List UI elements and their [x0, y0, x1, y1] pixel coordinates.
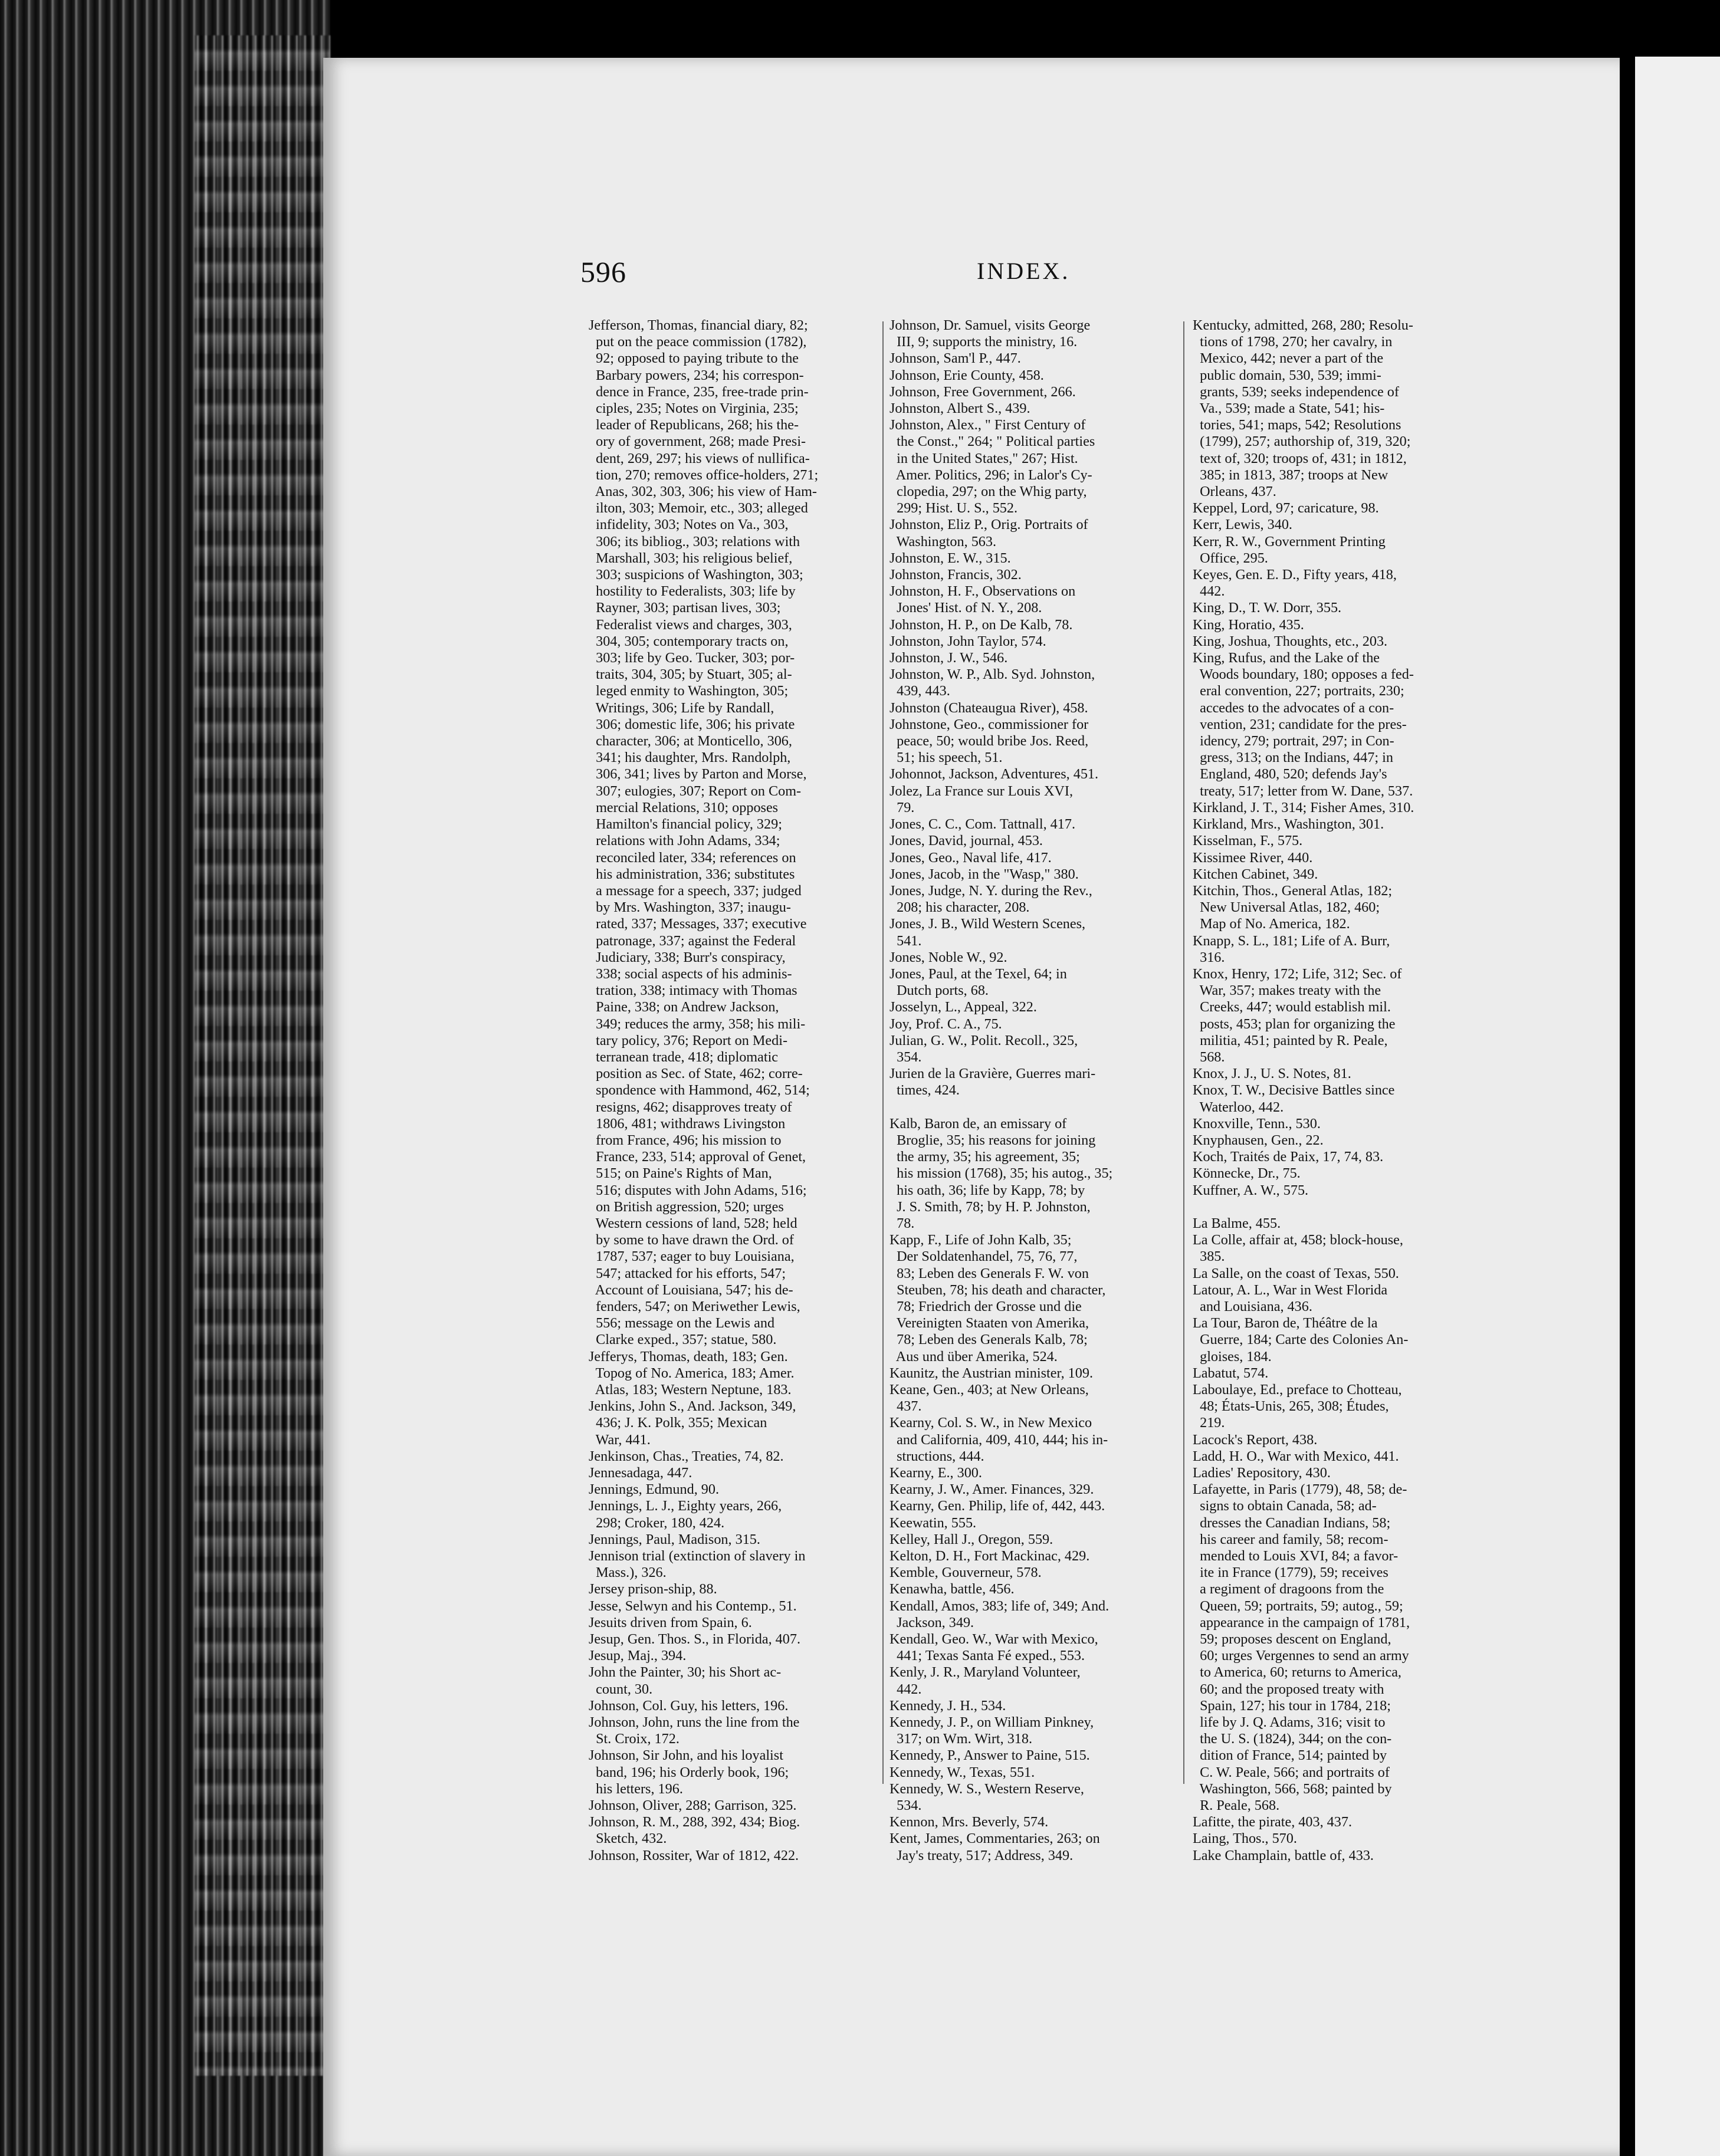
index-line: Johnson, Free Government, 266. [889, 383, 1076, 400]
index-line: Ladies' Repository, 430. [1193, 1465, 1331, 1481]
index-line: France, 233, 514; approval of Genet, [589, 1149, 806, 1165]
index-line: Jones' Hist. of N. Y., 208. [889, 600, 1042, 616]
index-line: tion, 270; removes office-holders, 271; [589, 466, 819, 483]
index-line: 341; his daughter, Mrs. Randolph, [589, 750, 791, 766]
index-line: Johnston, Eliz P., Orig. Portraits of [889, 517, 1088, 533]
index-line: leader of Republicans, 268; his the- [589, 417, 799, 433]
index-line: Kalb, Baron de, an emissary of [889, 1115, 1067, 1132]
index-line: Kuffner, A. W., 575. [1193, 1182, 1309, 1198]
index-line: from France, 496; his mission to [589, 1132, 782, 1148]
index-line: reconciled later, 334; references on [589, 849, 796, 866]
index-line: Johnston, E. W., 315. [889, 550, 1011, 566]
index-line: life by J. Q. Adams, 316; visit to [1193, 1714, 1386, 1731]
index-line: Johnston, H. P., on De Kalb, 78. [889, 616, 1073, 633]
index-line [1193, 1199, 1484, 1215]
index-line: 78; Leben des Generals Kalb, 78; [889, 1332, 1088, 1348]
index-line: 568. [1193, 1049, 1225, 1065]
index-line: 306; domestic life, 306; his private [589, 716, 795, 732]
index-line: Kenawha, battle, 456. [889, 1581, 1015, 1598]
index-line: 304, 305; contemporary tracts on, [589, 633, 789, 649]
index-column-2 [889, 317, 1179, 1864]
index-line: 349; reduces the army, 358; his mili- [589, 1015, 806, 1032]
index-line: 547; attacked for his efforts, 547; [589, 1265, 786, 1281]
index-line: Woods boundary, 180; opposes a fed- [1193, 666, 1414, 683]
index-line: Kaunitz, the Austrian minister, 109. [889, 1365, 1093, 1381]
index-line: Jones, Jacob, in the "Wasp," 380. [889, 866, 1079, 882]
column-rule [1183, 321, 1184, 1784]
index-line: Lake Champlain, battle of, 433. [1193, 1847, 1374, 1864]
index-line: Jesup, Maj., 394. [589, 1648, 687, 1664]
index-line: St. Croix, 172. [589, 1731, 680, 1747]
index-line: Kemble, Gouverneur, 578. [889, 1565, 1042, 1581]
index-line: 442. [1193, 583, 1225, 600]
index-line: Josselyn, L., Appeal, 322. [889, 999, 1037, 1015]
index-line: in the United States," 267; Hist. [889, 450, 1078, 466]
index-line: ory of government, 268; made Presi- [589, 433, 806, 450]
index-line: Jurien de la Gravière, Guerres mari- [889, 1066, 1096, 1082]
index-line: Lacock's Report, 438. [1193, 1431, 1318, 1448]
index-line: Mexico, 442; never a part of the [1193, 350, 1384, 367]
index-line: Knoxville, Tenn., 530. [1193, 1115, 1321, 1132]
index-line: 298; Croker, 180, 424. [589, 1514, 725, 1531]
index-line: Account of Louisiana, 547; his de- [589, 1281, 793, 1298]
index-line: Kelton, D. H., Fort Mackinac, 429. [889, 1548, 1090, 1565]
index-line: 78. [889, 1215, 915, 1231]
index-line: Kennedy, W. S., Western Reserve, [889, 1780, 1084, 1797]
index-line: 516; disputes with John Adams, 516; [589, 1182, 807, 1198]
index-line: 219. [1193, 1415, 1225, 1431]
index-line: Sketch, 432. [589, 1830, 667, 1847]
index-line: Jolez, La France sur Louis XVI, [889, 783, 1073, 799]
index-line: Vereinigten Staaten von Amerika, [889, 1315, 1089, 1332]
index-line: John the Painter, 30; his Short ac- [589, 1664, 782, 1681]
index-line: public domain, 530, 539; immi- [1193, 367, 1381, 383]
index-line: 60; and the proposed treaty with [1193, 1681, 1384, 1697]
index-line: Johnston, W. P., Alb. Syd. Johnston, [889, 666, 1095, 683]
index-column-1 [589, 317, 878, 1864]
index-line: Johnson, Dr. Samuel, visits George [889, 317, 1091, 333]
index-line: Knapp, S. L., 181; Life of A. Burr, [1193, 932, 1390, 949]
index-line: Creeks, 447; would establish mil. [1193, 999, 1391, 1015]
index-line: on British aggression, 520; urges [589, 1198, 784, 1215]
index-line: Johnson, Oliver, 288; Garrison, 325. [589, 1797, 797, 1814]
index-line: Kitchin, Thos., General Atlas, 182; [1193, 882, 1393, 899]
index-line: by Mrs. Washington, 337; inaugu- [589, 899, 791, 916]
index-line: by some to have drawn the Ord. of [589, 1232, 794, 1248]
index-line: Jesuits driven from Spain, 6. [589, 1614, 752, 1631]
index-line: 92; opposed to paying tribute to the [589, 350, 799, 367]
index-line: Joy, Prof. C. A., 75. [889, 1015, 1002, 1032]
index-line: Ladd, H. O., War with Mexico, 441. [1193, 1448, 1399, 1464]
index-line: hostility to Federalists, 303; life by [589, 583, 796, 600]
index-line: 441; Texas Santa Fé exped., 553. [889, 1648, 1085, 1664]
index-line: 78; Friedrich der Grosse und die [889, 1298, 1082, 1314]
index-line: Jesup, Gen. Thos. S., in Florida, 407. [589, 1631, 801, 1648]
index-line: Jenkinson, Chas., Treaties, 74, 82. [589, 1448, 784, 1464]
index-line: dence in France, 235, free-trade prin- [589, 383, 809, 400]
index-line: Office, 295. [1193, 550, 1268, 566]
index-line: grants, 539; seeks independence of [1193, 383, 1399, 400]
index-line: Waterloo, 442. [1193, 1099, 1284, 1115]
index-line: La Tour, Baron de, Théâtre de la [1193, 1315, 1378, 1332]
index-line: Kisselman, F., 575. [1193, 833, 1303, 849]
index-line: gloises, 184. [1193, 1348, 1272, 1365]
index-line: Washington, 563. [889, 533, 997, 550]
index-line: Steuben, 78; his death and character, [889, 1281, 1106, 1298]
index-line: Jay's treaty, 517; Address, 349. [889, 1847, 1074, 1864]
index-line: ilton, 303; Memoir, etc., 303; alleged [589, 500, 808, 517]
index-line: War, 441. [589, 1431, 651, 1448]
index-line: Amer. Politics, 296; in Lalor's Cy- [889, 466, 1092, 483]
index-line: Jones, David, journal, 453. [889, 833, 1043, 849]
index-line: Western cessions of land, 528; held [589, 1215, 797, 1231]
index-line: 306, 341; lives by Parton and Morse, [589, 766, 807, 783]
index-line: Anas, 302, 303, 306; his view of Ham- [589, 484, 817, 500]
index-line: Keppel, Lord, 97; caricature, 98. [1193, 500, 1379, 517]
index-line: Kennedy, J. P., on William Pinkney, [889, 1714, 1094, 1731]
index-line: Koch, Traités de Paix, 17, 74, 83. [1193, 1149, 1384, 1165]
index-line: a message for a speech, 337; judged [589, 882, 802, 899]
index-line: King, Joshua, Thoughts, etc., 203. [1193, 633, 1388, 649]
index-line: Kent, James, Commentaries, 263; on [889, 1830, 1100, 1847]
index-line: put on the peace commission (1782), [589, 334, 807, 350]
index-line: Jenkins, John S., And. Jackson, 349, [589, 1398, 796, 1415]
index-line: Knox, Henry, 172; Life, 312; Sec. of [1193, 965, 1402, 982]
index-line: Keane, Gen., 403; at New Orleans, [889, 1382, 1089, 1398]
index-line: Broglie, 35; his reasons for joining [889, 1132, 1096, 1148]
index-line: leged enmity to Washington, 305; [589, 683, 789, 699]
index-line: Johonnot, Jackson, Adventures, 451. [889, 766, 1099, 783]
index-line: 48; États-Unis, 265, 308; Études, [1193, 1398, 1389, 1415]
index-line: Kendall, Amos, 383; life of, 349; And. [889, 1598, 1110, 1614]
index-line: dent, 269, 297; his views of nullifica- [589, 450, 810, 466]
index-line: dition of France, 514; painted by [1193, 1747, 1387, 1764]
index-line: band, 196; his Orderly book, 196; [589, 1764, 789, 1780]
index-line: resigns, 462; disapproves treaty of [589, 1099, 792, 1115]
index-line: Jones, Noble W., 92. [889, 949, 1007, 965]
index-line: 1806, 481; withdraws Livingston [589, 1115, 786, 1132]
index-line: Dutch ports, 68. [889, 982, 989, 999]
index-line: Jennings, Edmund, 90. [589, 1481, 720, 1498]
index-line: Kissimee River, 440. [1193, 849, 1313, 866]
index-line: Jennings, L. J., Eighty years, 266, [589, 1498, 782, 1514]
index-line: Johnston, Alex., " First Century of [889, 417, 1086, 433]
index-line: 338; social aspects of his adminis- [589, 965, 792, 982]
index-line: Hamilton's financial policy, 329; [589, 816, 782, 833]
index-line: England, 480, 520; defends Jay's [1193, 766, 1387, 783]
index-line: Kerr, Lewis, 340. [1193, 517, 1292, 533]
index-line: vention, 231; candidate for the pres- [1193, 716, 1407, 732]
page-number: 596 [580, 255, 626, 288]
index-line: Johnson, John, runs the line from the [589, 1714, 800, 1731]
index-line: rated, 337; Messages, 337; executive [589, 916, 807, 932]
index-line: 299; Hist. U. S., 552. [889, 500, 1018, 517]
index-line: La Salle, on the coast of Texas, 550. [1193, 1265, 1399, 1281]
index-line: Kennedy, P., Answer to Paine, 515. [889, 1747, 1090, 1764]
index-line: Knox, T. W., Decisive Battles since [1193, 1082, 1395, 1099]
index-line: Jones, Paul, at the Texel, 64; in [889, 965, 1067, 982]
index-line: spondence with Hammond, 462, 514; [589, 1082, 810, 1099]
index-line: Kearny, Col. S. W., in New Mexico [889, 1415, 1092, 1431]
index-column-3 [1193, 317, 1484, 1864]
index-line: the Const.," 264; " Political parties [889, 433, 1095, 450]
index-line: Kennedy, J. H., 534. [889, 1697, 1006, 1714]
index-line: and Louisiana, 436. [1193, 1298, 1312, 1314]
index-line: 59; proposes descent on England, [1193, 1631, 1391, 1648]
index-line: the army, 35; his agreement, 35; [889, 1149, 1080, 1165]
index-line: accedes to the advocates of a con- [1193, 699, 1394, 716]
index-line: Johnston, H. F., Observations on [889, 583, 1076, 600]
index-line: (1799), 257; authorship of, 319, 320; [1193, 433, 1411, 450]
index-line: ite in France (1779), 59; receives [1193, 1565, 1389, 1581]
index-line: tration, 338; intimacy with Thomas [589, 982, 797, 999]
index-line: Kirkland, Mrs., Washington, 301. [1193, 816, 1384, 833]
index-line: King, D., T. W. Dorr, 355. [1193, 600, 1342, 616]
index-line: ciples, 235; Notes on Virginia, 235; [589, 400, 799, 417]
index-line: count, 30. [589, 1681, 653, 1697]
index-line: J. S. Smith, 78; by H. P. Johnston, [889, 1198, 1091, 1215]
index-line: Latour, A. L., War in West Florida [1193, 1281, 1388, 1298]
index-line: Johnson, Col. Guy, his letters, 196. [589, 1697, 789, 1714]
index-line: times, 424. [889, 1082, 960, 1099]
index-line: posts, 453; plan for organizing the [1193, 1015, 1396, 1032]
index-line: C. W. Peale, 566; and portraits of [1193, 1764, 1390, 1780]
index-line: Der Soldatenhandel, 75, 76, 77, [889, 1248, 1078, 1265]
index-line: Jackson, 349. [889, 1614, 974, 1631]
index-line: Topog of No. America, 183; Amer. [589, 1365, 795, 1381]
index-line: Jefferys, Thomas, death, 183; Gen. [589, 1348, 788, 1365]
index-line: treaty, 517; letter from W. Dane, 537. [1193, 783, 1413, 799]
index-line: Jesse, Selwyn and his Contemp., 51. [589, 1598, 797, 1614]
index-line: Map of No. America, 182. [1193, 916, 1350, 932]
index-line: Jennings, Paul, Madison, 315. [589, 1531, 760, 1547]
index-line: Federalist views and charges, 303, [589, 616, 792, 633]
index-line: Guerre, 184; Carte des Colonies An- [1193, 1332, 1409, 1348]
index-line: 1787, 537; eager to buy Louisiana, [589, 1248, 795, 1265]
index-line: Aus und über Amerika, 524. [889, 1348, 1058, 1365]
index-line: Kenly, J. R., Maryland Volunteer, [889, 1664, 1081, 1681]
index-line: a regiment of dragoons from the [1193, 1581, 1384, 1598]
index-line: Kendall, Geo. W., War with Mexico, [889, 1631, 1098, 1648]
index-line: Kennedy, W., Texas, 551. [889, 1764, 1035, 1780]
index-line: Kentucky, admitted, 268, 280; Resolu- [1193, 317, 1413, 333]
index-line: Writings, 306; Life by Randall, [589, 699, 774, 716]
index-line: La Balme, 455. [1193, 1215, 1281, 1231]
index-line: Julian, G. W., Polit. Recoll., 325, [889, 1032, 1078, 1049]
index-line: tories, 541; maps, 542; Resolutions [1193, 417, 1401, 433]
index-line: tions of 1798, 270; her cavalry, in [1193, 334, 1393, 350]
index-line: Rayner, 303; partisan lives, 303; [589, 600, 781, 616]
index-line: Lafitte, the pirate, 403, 437. [1193, 1814, 1353, 1830]
index-line: tary policy, 376; Report on Medi- [589, 1032, 787, 1049]
index-line: 354. [889, 1049, 922, 1065]
index-line: idency, 279; portrait, 297; in Con- [1193, 733, 1394, 750]
index-line: Jersey prison-ship, 88. [589, 1581, 717, 1598]
index-line: Barbary powers, 234; his correspon- [589, 367, 804, 383]
index-line: III, 9; supports the ministry, 16. [889, 334, 1078, 350]
index-line: R. Peale, 568. [1193, 1797, 1280, 1814]
index-line: dresses the Canadian Indians, 58; [1193, 1514, 1391, 1531]
index-line: his administration, 336; substitutes [589, 866, 795, 882]
index-line: signs to obtain Canada, 58; ad- [1193, 1498, 1377, 1514]
index-line: Knox, J. J., U. S. Notes, 81. [1193, 1066, 1351, 1082]
index-line: 60; urges Vergennes to send an army [1193, 1648, 1409, 1664]
index-line: Lafayette, in Paris (1779), 48, 58; de- [1193, 1481, 1407, 1498]
index-line: 208; his character, 208. [889, 899, 1030, 916]
index-line: King, Rufus, and the Lake of the [1193, 650, 1380, 666]
index-line: War, 357; makes treaty with the [1193, 982, 1381, 999]
index-line: Knyphausen, Gen., 22. [1193, 1132, 1324, 1148]
index-line: 317; on Wm. Wirt, 318. [889, 1731, 1033, 1747]
index-line: Washington, 566, 568; painted by [1193, 1780, 1392, 1797]
index-line: Keewatin, 555. [889, 1514, 977, 1531]
index-line: appearance in the campaign of 1781, [1193, 1614, 1410, 1631]
page-edges-texture [195, 35, 330, 2076]
index-line: Johnson, Rossiter, War of 1812, 422. [589, 1847, 799, 1864]
index-line: Judiciary, 338; Burr's conspiracy, [589, 949, 786, 965]
index-line: New Universal Atlas, 182, 460; [1193, 899, 1380, 916]
running-head: INDEX. [977, 258, 1071, 284]
index-line: 51; his speech, 51. [889, 750, 1003, 766]
index-line: character, 306; at Monticello, 306, [589, 733, 792, 750]
index-line: mercial Relations, 310; opposes [589, 799, 779, 816]
index-line: Labatut, 574. [1193, 1365, 1269, 1381]
index-line: 534. [889, 1797, 922, 1814]
index-line: Johnson, R. M., 288, 392, 434; Biog. [589, 1814, 800, 1830]
index-line: Kelley, Hall J., Oregon, 559. [889, 1531, 1053, 1547]
index-line: Johnston, John Taylor, 574. [889, 633, 1046, 649]
index-line: Kirkland, J. T., 314; Fisher Ames, 310. [1193, 799, 1414, 816]
index-line [889, 1099, 1179, 1116]
index-line: relations with John Adams, 334; [589, 833, 780, 849]
index-line: La Colle, affair at, 458; block-house, [1193, 1232, 1403, 1248]
index-line: Atlas, 183; Western Neptune, 183. [589, 1382, 792, 1398]
index-line: Johnston, J. W., 546. [889, 650, 1008, 666]
index-line: Johnstone, Geo., commissioner for [889, 716, 1089, 732]
index-line: 316. [1193, 949, 1225, 965]
index-line: 442. [889, 1681, 922, 1697]
index-line: Kitchen Cabinet, 349. [1193, 866, 1318, 882]
index-line: infidelity, 303; Notes on Va., 303, [589, 517, 789, 533]
index-line: 437. [889, 1398, 922, 1415]
index-line: 439, 443. [889, 683, 950, 699]
index-line: mended to Louis XVI, 84; a favor- [1193, 1548, 1399, 1565]
index-line: structions, 444. [889, 1448, 984, 1464]
index-line: Johnston, Albert S., 439. [889, 400, 1030, 417]
index-line: Johnson, Sam'l P., 447. [889, 350, 1021, 367]
index-line: 306; its bibliog., 303; relations with [589, 533, 800, 550]
index-line: the U. S. (1824), 344; on the con- [1193, 1731, 1392, 1747]
index-line: clopedia, 297; on the Whig party, [889, 484, 1087, 500]
index-line: Jennison trial (extinction of slavery in [589, 1548, 806, 1565]
index-line: Laing, Thos., 570. [1193, 1830, 1297, 1847]
index-line: Mass.), 326. [589, 1565, 667, 1581]
index-line: Keyes, Gen. E. D., Fifty years, 418, [1193, 567, 1397, 583]
index-line: terranean trade, 418; diplomatic [589, 1049, 779, 1065]
index-line: 79. [889, 799, 915, 816]
index-line: Orleans, 437. [1193, 484, 1276, 500]
index-line: Kearny, J. W., Amer. Finances, 329. [889, 1481, 1094, 1498]
index-line: to America, 60; returns to America, [1193, 1664, 1401, 1681]
index-line: Kearny, Gen. Philip, life of, 442, 443. [889, 1498, 1105, 1514]
index-line: Paine, 338; on Andrew Jackson, [589, 999, 779, 1015]
index-line: Kerr, R. W., Government Printing [1193, 533, 1386, 550]
index-line: Jefferson, Thomas, financial diary, 82; [589, 317, 808, 333]
index-line: Johnson, Sir John, and his loyalist [589, 1747, 783, 1764]
index-line: Jones, Judge, N. Y. during the Rev., [889, 882, 1092, 899]
index-line: 385; in 1813, 387; troops at New [1193, 466, 1389, 483]
index-line: 307; eulogies, 307; Report on Com- [589, 783, 802, 799]
index-line: militia, 451; painted by R. Peale, [1193, 1032, 1388, 1049]
index-line: Johnson, Erie County, 458. [889, 367, 1044, 383]
index-line: eral convention, 227; portraits, 230; [1193, 683, 1404, 699]
index-line: Jones, Geo., Naval life, 417. [889, 849, 1052, 866]
index-line: Jennesadaga, 447. [589, 1465, 692, 1481]
index-line: Marshall, 303; his religious belief, [589, 550, 793, 566]
facing-page-edge [1635, 57, 1720, 2156]
index-line: text of, 320; troops of, 431; in 1812, [1193, 450, 1407, 466]
index-line: gress, 313; on the Indians, 447; in [1193, 750, 1393, 766]
index-line: peace, 50; would bribe Jos. Reed, [889, 733, 1089, 750]
index-line: Kapp, F., Life of John Kalb, 35; [889, 1232, 1072, 1248]
index-line: Queen, 59; portraits, 59; autog., 59; [1193, 1598, 1403, 1614]
index-line: Spain, 127; his tour in 1784, 218; [1193, 1697, 1391, 1714]
index-line: Johnston (Chateaugua River), 458. [889, 699, 1088, 716]
index-line: 436; J. K. Polk, 355; Mexican [589, 1415, 767, 1431]
index-line: fenders, 547; on Meriwether Lewis, [589, 1298, 800, 1314]
index-line: his oath, 36; life by Kapp, 78; by [889, 1182, 1085, 1198]
column-rule [882, 321, 884, 1784]
index-line: his career and family, 58; recom- [1193, 1531, 1389, 1547]
index-line: his letters, 196. [589, 1780, 683, 1797]
index-line: King, Horatio, 435. [1193, 616, 1304, 633]
index-line: 385. [1193, 1248, 1225, 1265]
index-line: Jones, J. B., Wild Western Scenes, [889, 916, 1086, 932]
index-line: Va., 539; made a State, 541; his- [1193, 400, 1385, 417]
index-line: 515; on Paine's Rights of Man, [589, 1165, 772, 1182]
index-line: traits, 304, 305; by Stuart, 305; al- [589, 666, 792, 683]
index-line: 83; Leben des Generals F. W. von [889, 1265, 1089, 1281]
index-line: his mission (1768), 35; his autog., 35; [889, 1165, 1113, 1182]
index-line: Jones, C. C., Com. Tattnall, 417. [889, 816, 1075, 833]
index-line: Könnecke, Dr., 75. [1193, 1165, 1301, 1182]
index-line: patronage, 337; against the Federal [589, 932, 796, 949]
index-line: Kearny, E., 300. [889, 1465, 982, 1481]
index-line: Johnston, Francis, 302. [889, 567, 1022, 583]
index-line: 303; suspicions of Washington, 303; [589, 567, 803, 583]
index-line: 303; life by Geo. Tucker, 303; por- [589, 650, 795, 666]
index-line: 556; message on the Lewis and [589, 1315, 775, 1332]
index-line: and California, 409, 410, 444; his in- [889, 1431, 1108, 1448]
index-line: Kennon, Mrs. Beverly, 574. [889, 1814, 1049, 1830]
index-line: Laboulaye, Ed., preface to Chotteau, [1193, 1382, 1402, 1398]
index-line: Clarke exped., 357; statue, 580. [589, 1332, 777, 1348]
index-line: position as Sec. of State, 462; corre- [589, 1066, 803, 1082]
index-line: 541. [889, 932, 922, 949]
